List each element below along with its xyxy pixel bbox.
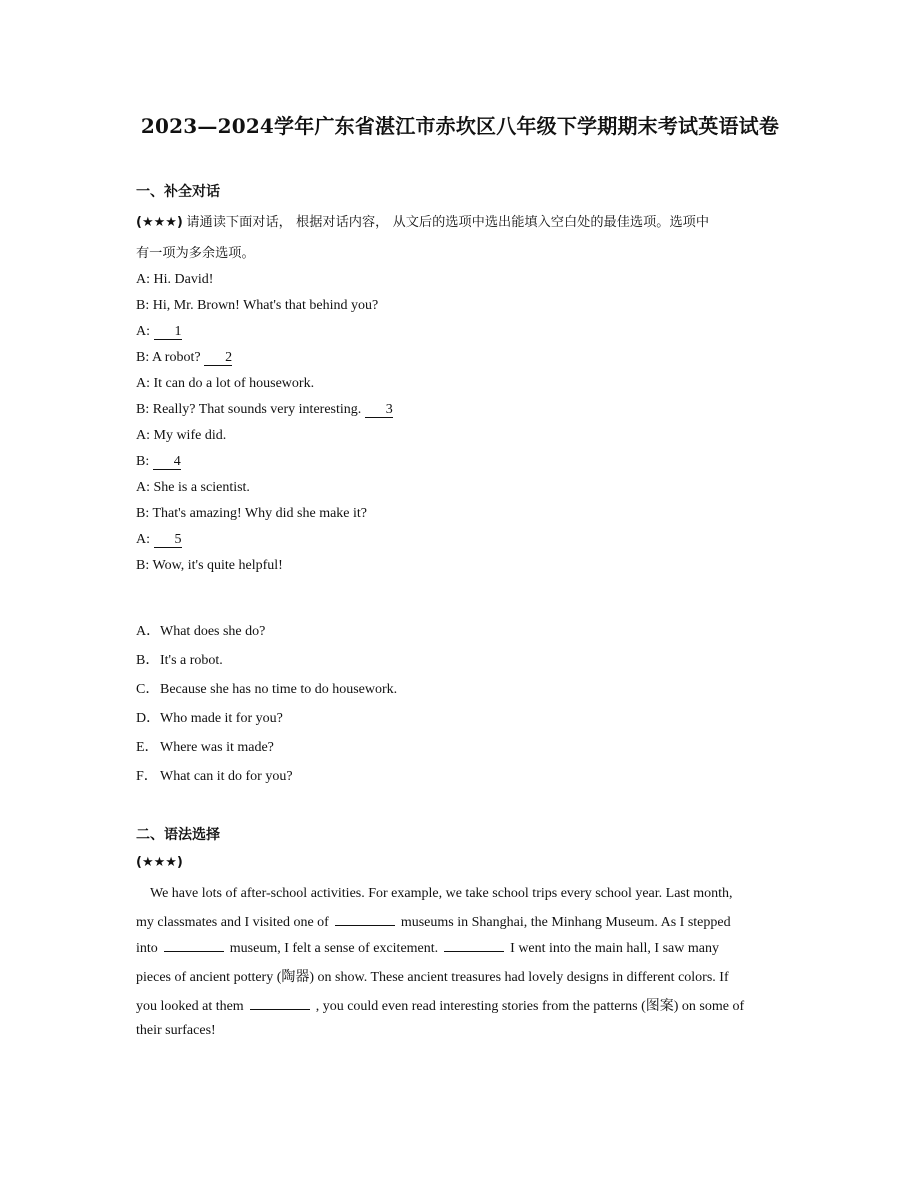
grammar-blank[interactable]: [164, 939, 224, 952]
passage-text: museums in Shanghai, the Minhang Museum. As I stepped: [400, 915, 731, 930]
instruction-text: 请通读下面对话， 根据对话内容， 从文后的选项中选出能填入空白处的最佳选项。选项中: [186, 215, 710, 230]
grammar-blank[interactable]: [335, 913, 395, 926]
dialogue-line: [136, 532, 182, 548]
section2-heading: 二、语法选择: [136, 827, 220, 843]
option-item[interactable]: [136, 736, 274, 756]
dialogue-text: A:: [136, 532, 154, 547]
section1-instruction-line1: [136, 211, 709, 231]
option-letter: A．: [136, 624, 161, 639]
answer-blank[interactable]: 5: [154, 533, 182, 548]
passage-line: We have lots of after-school activities. For example, we take school trips every school year. Last month,: [150, 886, 733, 901]
passage-text: , you could even read interesting stories from the patterns (图案) on some of: [315, 999, 745, 1014]
page-title: 2023—2024学年广东省湛江市赤坎区八年级下学期期末考试英语试卷: [140, 114, 780, 138]
option-text: Where was it made?: [160, 740, 274, 755]
dialogue-text: A: My wife did.: [136, 428, 227, 443]
dialogue-text: B: Wow, it's quite helpful!: [136, 558, 283, 573]
dialogue-line: [136, 272, 213, 288]
answer-blank[interactable]: 1: [154, 325, 182, 340]
option-letter: F．: [136, 769, 158, 784]
passage-text: my classmates and I visited one of: [136, 915, 329, 930]
answer-blank[interactable]: 4: [153, 455, 181, 470]
dialogue-text: A: Hi. David!: [136, 272, 214, 287]
dialogue-text: B:: [136, 454, 153, 469]
dialogue-line: [136, 324, 182, 340]
dialogue-line: [136, 454, 181, 470]
section2-stars: (★★★): [136, 855, 183, 870]
option-item[interactable]: [136, 765, 293, 785]
section1-instruction-line2: 有一项为多余选项。: [136, 246, 255, 261]
option-text: What does she do?: [160, 624, 266, 639]
passage-text: into: [136, 941, 158, 956]
passage-text: museum, I felt a sense of excitement.: [229, 941, 439, 956]
grammar-blank[interactable]: [250, 997, 310, 1010]
dialogue-line: [136, 558, 283, 574]
option-item[interactable]: [136, 620, 265, 640]
dialogue-text: B: Really? That sounds very interesting.: [136, 402, 365, 417]
difficulty-stars: (★★★): [136, 215, 183, 230]
passage-line: [136, 913, 731, 931]
dialogue-text: B: That's amazing! Why did she make it?: [136, 506, 368, 521]
section1-heading: 一、补全对话: [136, 184, 220, 200]
passage-line: [136, 939, 719, 957]
option-letter: C．: [136, 682, 160, 697]
option-text: Who made it for you?: [160, 711, 283, 726]
dialogue-line: [136, 298, 378, 314]
passage-line: pieces of ancient pottery (陶器) on show. These ancient treasures had lovely designs in different colors. If: [136, 970, 729, 985]
option-item[interactable]: [136, 649, 223, 669]
dialogue-text: A: It can do a lot of housework.: [136, 376, 315, 391]
dialogue-line: [136, 376, 314, 392]
option-text: Because she has no time to do housework.: [160, 682, 398, 697]
option-text: It's a robot.: [160, 653, 223, 668]
option-letter: B．: [136, 653, 160, 668]
answer-blank[interactable]: 3: [365, 403, 393, 418]
dialogue-line: [136, 402, 393, 418]
dialogue-text: B: Hi, Mr. Brown! What's that behind you?: [136, 298, 379, 313]
passage-text: I went into the main hall, I saw many: [510, 941, 719, 956]
passage-line: their surfaces!: [136, 1023, 216, 1038]
passage-text: you looked at them: [136, 999, 244, 1014]
dialogue-text: A: She is a scientist.: [136, 480, 250, 495]
dialogue-line: [136, 506, 367, 522]
option-letter: D．: [136, 711, 161, 726]
answer-blank[interactable]: 2: [204, 351, 232, 366]
option-item[interactable]: [136, 707, 283, 727]
dialogue-text: B: A robot?: [136, 350, 205, 365]
dialogue-line: [136, 480, 250, 496]
grammar-blank[interactable]: [444, 939, 504, 952]
option-item[interactable]: [136, 678, 397, 698]
dialogue-text: A:: [136, 324, 154, 339]
passage-line: [136, 995, 744, 1015]
dialogue-line: [136, 428, 226, 444]
dialogue-line: [136, 350, 232, 366]
option-text: What can it do for you?: [160, 769, 293, 784]
option-letter: E．: [136, 740, 159, 755]
